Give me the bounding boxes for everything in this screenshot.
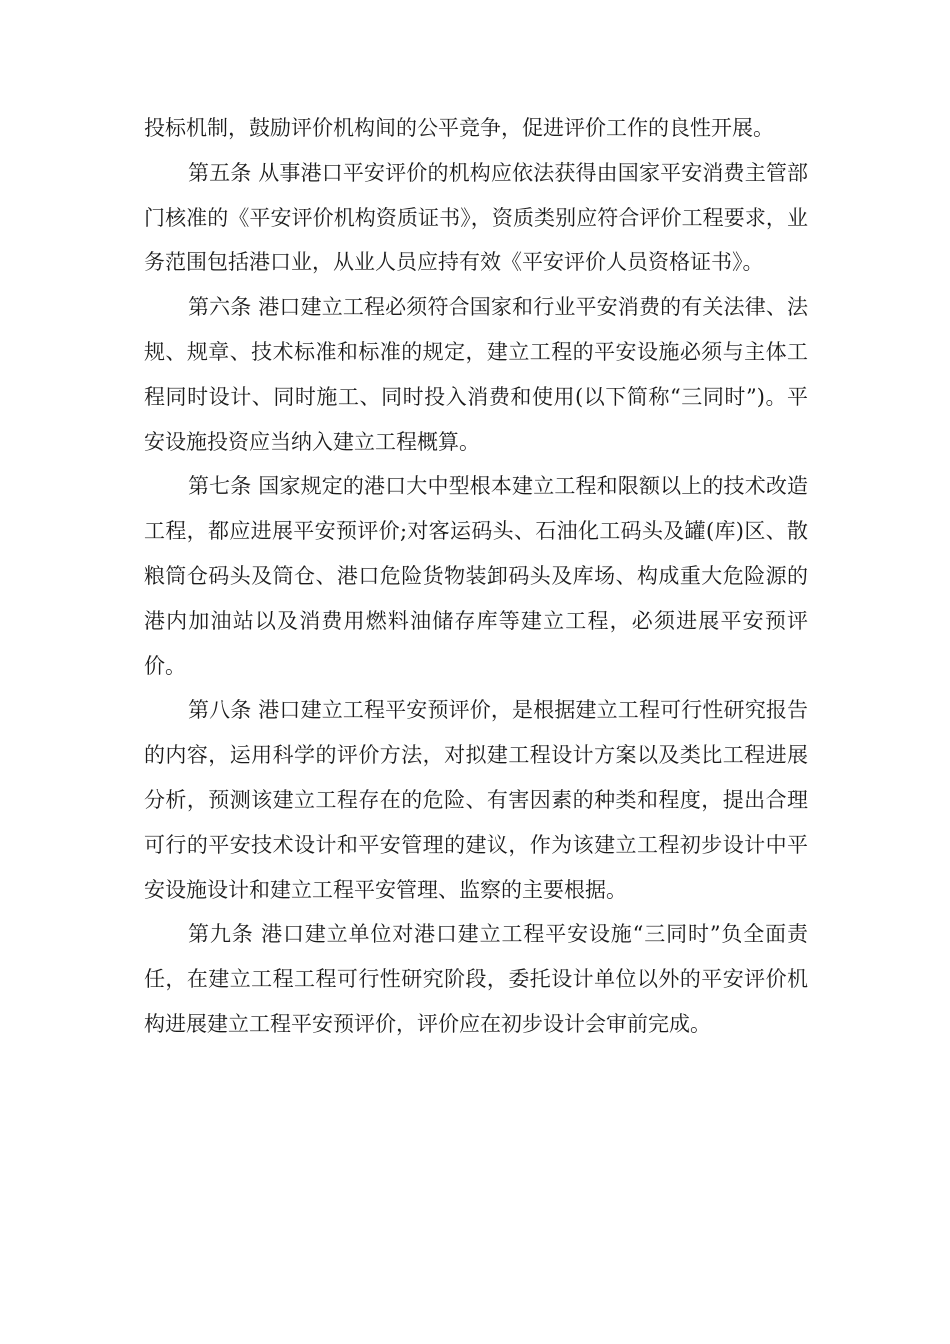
document-body xyxy=(144,106,808,1047)
paragraph-article-8: 第八条 港口建立工程平安预评价，是根据建立工程可行性研究报告的内容，运用科学的评价方法，对拟建工程设计方案以及类比工程进展分析，预测该建立工程存在的危险、有害因素的种类和程度，提出合理可行的平安技术设计和平安管理的建议，作为该建立工程初步设计中平安设施设计和建立工程平安管理、监察的主要根据。 xyxy=(144,698,808,902)
paragraph-article-7: 第七条 国家规定的港口大中型根本建立工程和限额以上的技术改造工程，都应进展平安预评价;对客运码头、石油化工码头及罐(库)区、散粮筒仓码头及筒仓、港口危险货物装卸码头及库场、构成重大危险源的港内加油站以及消费用燃料油储存库等建立工程，必须进展平安预评价。 xyxy=(144,474,808,678)
paragraph-article-9: 第九条 港口建立单位对港口建立工程平安设施“三同时”负全面责任，在建立工程工程可行性研究阶段，委托设计单位以外的平安评价机构进展建立工程平安预评价，评价应在初步设计会审前完成。 xyxy=(144,922,808,1036)
paragraph-article-6: 第六条 港口建立工程必须符合国家和行业平安消费的有关法律、法规、规章、技术标准和标准的规定，建立工程的平安设施必须与主体工程同时设计、同时施工、同时投入消费和使用(以下简称“三同时”)。平安设施投资应当纳入建立工程概算。 xyxy=(144,295,808,454)
paragraph-continuation: 投标机制，鼓励评价机构间的公平竞争，促进评价工作的良性开展。 xyxy=(144,116,774,140)
paragraph-article-5: 第五条 从事港口平安评价的机构应依法获得由国家平安消费主管部门核准的《平安评价机构资质证书》，资质类别应符合评价工程要求，业务范围包括港口业，从业人员应持有效《平安评价人员资格证书》。 xyxy=(144,160,808,275)
